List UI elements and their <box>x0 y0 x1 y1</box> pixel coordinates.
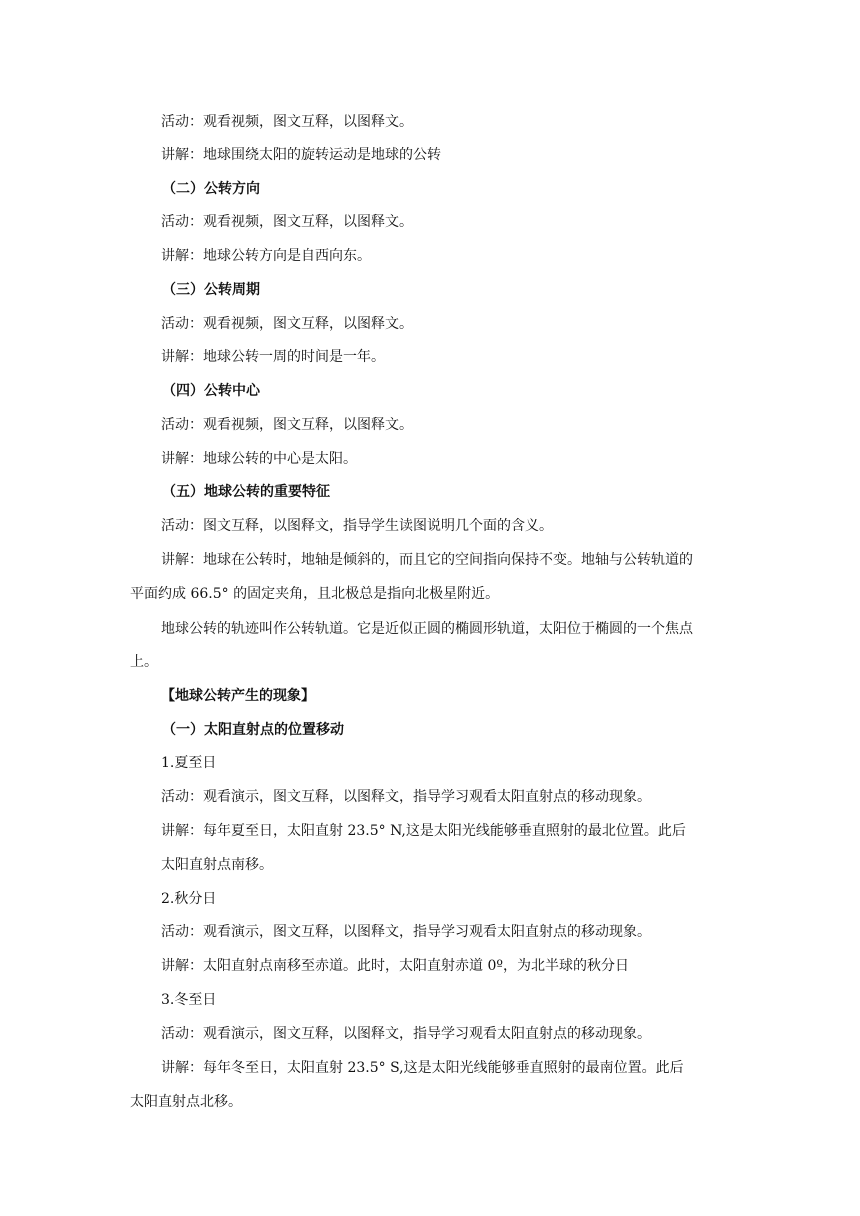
text-line: 活动：观看视频，图文互释，以图释文。 <box>161 214 413 230</box>
text-line: 1.夏至日 <box>161 755 217 771</box>
subsection-heading: （四）公转中心 <box>162 383 260 399</box>
text-line: 活动：观看视频，图文互释，以图释文。 <box>161 316 413 332</box>
text-line: 太阳直射点南移。 <box>161 857 273 873</box>
text-line: 上。 <box>130 654 158 670</box>
text-line: 平面约成 66.5° 的固定夹角，且北极总是指向北极星附近。 <box>130 586 500 602</box>
text-line: 讲解：地球在公转时，地轴是倾斜的，而且它的空间指向保持不变。地轴与公转轨道的 <box>161 552 693 568</box>
text-line: 讲解：地球公转的中心是太阳。 <box>161 451 357 467</box>
text-line: 讲解：地球公转方向是自西向东。 <box>161 248 371 264</box>
text-line: 活动：观看演示，图文互释，以图释文，指导学习观看太阳直射点的移动现象。 <box>161 1026 651 1042</box>
subsection-heading: （五）地球公转的重要特征 <box>162 484 330 500</box>
text-line: 活动：观看视频，图文互释，以图释文。 <box>161 114 413 130</box>
text-line: 讲解：地球公转一周的时间是一年。 <box>161 349 385 365</box>
text-line: 讲解：太阳直射点南移至赤道。此时，太阳直射赤道 0º，为北半球的秋分日 <box>161 958 629 974</box>
text-line: 地球公转的轨迹叫作公转轨道。它是近似正圆的椭圆形轨道，太阳位于椭圆的一个焦点 <box>161 621 693 637</box>
subsection-heading: （二）公转方向 <box>162 181 260 197</box>
text-line: 2.秋分日 <box>161 891 217 907</box>
section-heading: 【地球公转产生的现象】 <box>161 688 315 704</box>
text-line: 讲解：每年冬至日，太阳直射 23.5° S,这是太阳光线能够垂直照射的最南位置。此后 <box>161 1060 684 1076</box>
text-line: 活动：观看演示，图文互释，以图释文，指导学习观看太阳直射点的移动现象。 <box>161 789 651 805</box>
text-line: 3.冬至日 <box>161 992 217 1008</box>
subsection-heading: （三）公转周期 <box>162 282 260 298</box>
text-line: 活动：观看视频，图文互释，以图释文。 <box>161 417 413 433</box>
text-line: 太阳直射点北移。 <box>130 1094 242 1110</box>
text-line: 讲解：地球围绕太阳的旋转运动是地球的公转 <box>161 147 441 163</box>
text-line: 讲解：每年夏至日，太阳直射 23.5° N,这是太阳光线能够垂直照射的最北位置。此后 <box>161 823 686 839</box>
text-line: 活动：图文互释，以图释文，指导学生读图说明几个面的含义。 <box>161 518 553 534</box>
subsection-heading: （一）太阳直射点的位置移动 <box>162 722 344 738</box>
text-line: 活动：观看演示，图文互释，以图释文，指导学习观看太阳直射点的移动现象。 <box>161 924 651 940</box>
